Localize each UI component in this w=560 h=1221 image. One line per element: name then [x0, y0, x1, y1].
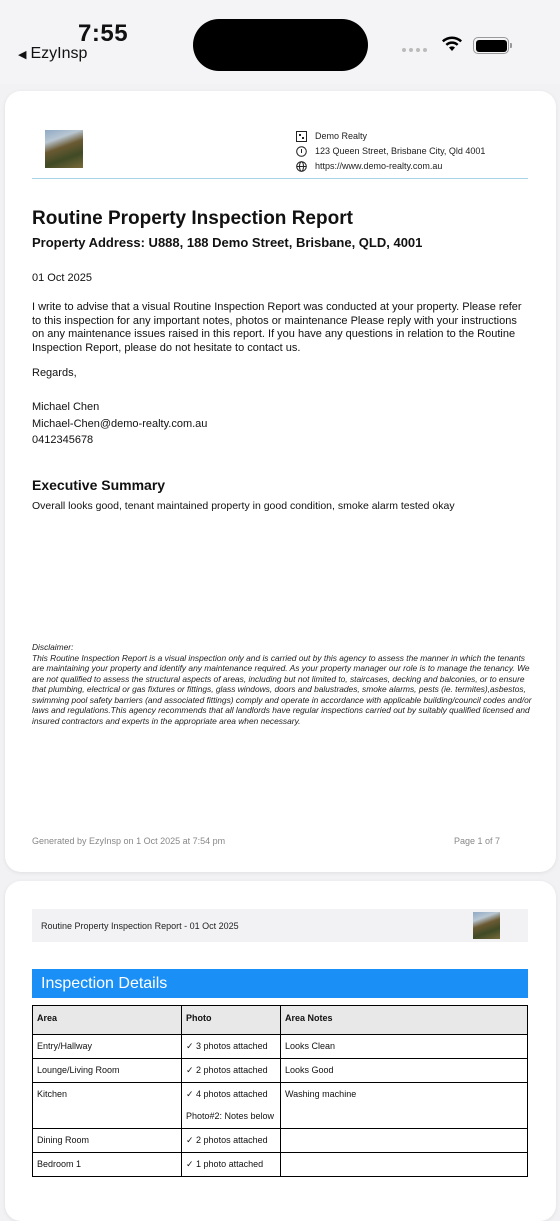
- agency-address: 123 Queen Street, Brisbane City, Qld 4001: [315, 146, 486, 156]
- section-title: Inspection Details: [41, 975, 168, 992]
- agency-logo: [45, 130, 83, 168]
- wifi-icon: [441, 36, 463, 52]
- header-divider: [32, 178, 528, 179]
- notes-cell: [281, 1153, 528, 1177]
- regards-text: Regards,: [32, 367, 77, 379]
- column-header-notes: Area Notes: [281, 1006, 528, 1035]
- table-header-row: [33, 1006, 528, 1035]
- back-to-app-button[interactable]: [18, 45, 87, 63]
- back-arrow-icon: ◀: [18, 48, 27, 61]
- photo-cell: ✓ 1 photo attached: [182, 1153, 281, 1177]
- signatory-name: Michael Chen: [32, 401, 100, 413]
- notes-cell: Looks Clean: [281, 1035, 528, 1059]
- globe-icon: [296, 161, 307, 172]
- agency-name: Demo Realty: [315, 131, 368, 141]
- report-date: 01 Oct 2025: [32, 272, 92, 284]
- notes-cell: Looks Good: [281, 1059, 528, 1083]
- report-title: Routine Property Inspection Report: [32, 208, 353, 229]
- report-page-2: [5, 881, 556, 1221]
- photo-cell: ✓ 2 photos attached: [182, 1059, 281, 1083]
- signatory-email[interactable]: Michael-Chen@demo-realty.com.au: [32, 417, 208, 430]
- page-header-text: Routine Property Inspection Report - 01 Oct 2025: [41, 921, 239, 931]
- agency-website[interactable]: https://www.demo-realty.com.au: [315, 161, 443, 171]
- signatory-phone[interactable]: 0412345678: [32, 434, 94, 446]
- photo-cell: ✓ 2 photos attached: [182, 1129, 281, 1153]
- back-app-label: EzyInsp: [30, 45, 88, 62]
- column-header-area: Area: [33, 1006, 182, 1035]
- building-icon: [296, 131, 307, 142]
- area-cell: Lounge/Living Room: [33, 1059, 182, 1083]
- generated-footer: Generated by EzyInsp on 1 Oct 2025 at 7:54 pm: [32, 836, 226, 846]
- inspection-details-heading: [32, 969, 528, 998]
- signal-icon: [402, 48, 427, 52]
- table-row: [33, 1059, 528, 1083]
- signature-block: [32, 399, 207, 449]
- disclaimer-heading: Disclaimer:: [32, 642, 74, 652]
- notes-cell: [281, 1129, 528, 1153]
- table-row: [33, 1129, 528, 1153]
- photo-count: ✓ 4 photos attached: [186, 1089, 268, 1099]
- photo-note: Photo#2: Notes below: [186, 1111, 275, 1121]
- clock: 7:55: [78, 20, 129, 47]
- area-cell: Dining Room: [33, 1129, 182, 1153]
- page-header: [32, 909, 528, 942]
- dynamic-island: [193, 19, 368, 71]
- agency-details: [296, 129, 485, 174]
- photo-cell: [182, 1083, 281, 1129]
- report-intro-text: I write to advise that a visual Routine Inspection Report was conducted at your property. Please refer to this inspection for any important notes, photos or maintenance Please reply with your instructions on any maintenance issues raised in this report. If you have any questions in relation to the Routine Inspection Report, please do not hesitate to contact us.: [32, 301, 522, 354]
- executive-summary-heading: Executive Summary: [32, 477, 166, 493]
- disclaimer: [32, 642, 532, 726]
- table-row: [33, 1153, 528, 1177]
- area-cell: Bedroom 1: [33, 1153, 182, 1177]
- page-number: Page 1 of 7: [454, 836, 501, 846]
- disclaimer-text: This Routine Inspection Report is a visual inspection only and is carried out by this agency to assess the manner in which the tenants are maintaining your property and identify any maintenance required. As your property manager our role is to manage the tenancy. We are not qualified to assess the structural aspects of areas, including but not limited to, staircases, decking and balconies, or to ensure that plumbing, electrical or gas fixtures or fittings, glass windows, doors and balustrades, smoke alarms, pests (ie. termites),asbestos, swimming pool safety barriers (and associated fittings) comply and operate in accordance with applicable building/council codes and/or laws and regulations.This agency recommends that all landlords have regular inspections carried out by suitably qualified licensed and insured contractors and experts in the appropriate area when necessary.: [32, 652, 532, 726]
- notes-cell: Washing machine: [281, 1083, 528, 1129]
- table-row: [33, 1083, 528, 1129]
- property-address: Property Address: U888, 188 Demo Street, Brisbane, QLD, 4001: [32, 235, 423, 250]
- report-page-1: [5, 91, 556, 872]
- column-header-photo: Photo: [182, 1006, 281, 1035]
- executive-summary-text: Overall looks good, tenant maintained property in good condition, smoke alarm tested okay: [32, 500, 455, 512]
- inspection-details-table: [32, 1005, 528, 1177]
- battery-icon: [473, 37, 509, 54]
- location-icon: [296, 146, 307, 157]
- table-row: [33, 1035, 528, 1059]
- area-cell: Entry/Hallway: [33, 1035, 182, 1059]
- agency-logo-thumb: [473, 912, 500, 939]
- photo-cell: ✓ 3 photos attached: [182, 1035, 281, 1059]
- status-bar: [0, 0, 560, 84]
- area-cell: Kitchen: [33, 1083, 182, 1129]
